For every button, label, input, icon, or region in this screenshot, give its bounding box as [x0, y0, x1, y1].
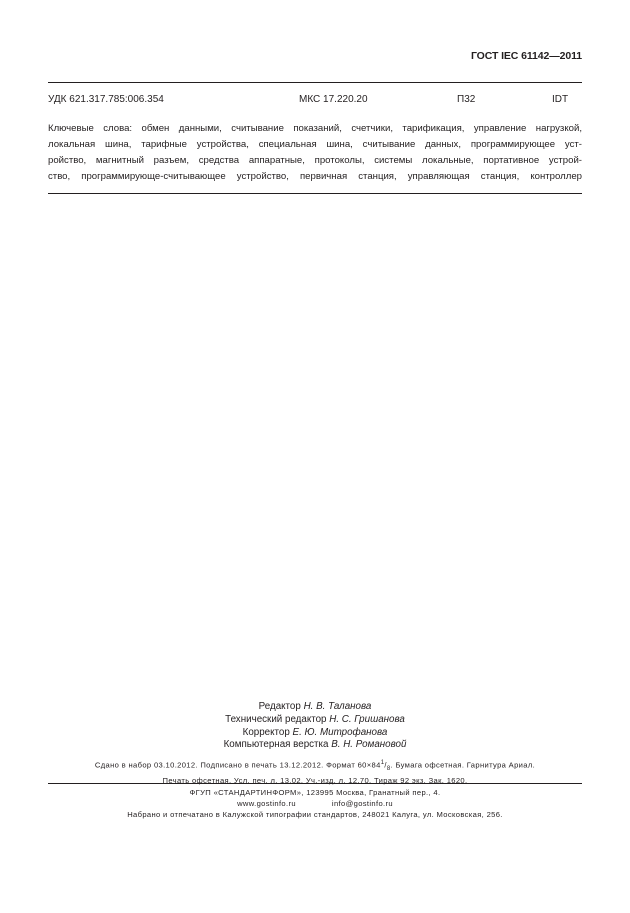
- corrector-name: Е. Ю. Митрофанова: [292, 726, 388, 738]
- udk-code: УДК 621.317.785:006.354: [48, 94, 164, 105]
- group-code: П32: [457, 94, 476, 105]
- standard-code: ГОСТ IEC 61142—2011: [470, 50, 582, 62]
- layout-row: [0, 739, 630, 752]
- publisher-contacts: [0, 799, 630, 810]
- editor-row: [0, 701, 630, 714]
- publisher-address: ФГУП «СТАНДАРТИНФОРМ», 123995 Москва, Гранатный пер., 4.: [189, 788, 441, 797]
- editor-role: Редактор: [258, 701, 301, 712]
- tech-editor-row: [0, 714, 630, 727]
- keywords-line: ство, программирующе-считывающее устройство, первичная станция, управляющая станция, контроллер: [48, 171, 582, 183]
- keywords-line: Ключевые слова: обмен данными, считывание показаний, счетчики, тарификация, управление нагрузкой,: [48, 123, 582, 134]
- corrector-row: [0, 727, 630, 740]
- print-imprint: [0, 758, 630, 786]
- top-divider: [48, 82, 582, 83]
- keywords-line: локальная шина, тарифные устройства, специальная шина, считывание данных, программирующее уст-: [48, 139, 582, 151]
- publisher-block: [0, 788, 630, 820]
- classification-row: [48, 94, 582, 108]
- layout-name: В. Н. Романовой: [331, 739, 407, 751]
- layout-role: Компьютерная верстка: [223, 739, 329, 751]
- footer-divider: [48, 783, 582, 784]
- editor-name: Н. В. Таланова: [303, 701, 372, 712]
- imprint-line-2: Печать офсетная. Усл. печ. л. 13,02. Уч.-изд. л. 12,70. Тираж 92 экз. Зак. 1620.: [162, 776, 468, 786]
- keywords-divider: [48, 193, 582, 194]
- corrector-role: Корректор: [242, 726, 290, 738]
- tech-editor-name: Н. С. Гришанова: [329, 713, 405, 725]
- mks-code: МКС 17.220.20: [299, 94, 368, 105]
- website-link[interactable]: www.gostinfo.ru: [237, 798, 296, 808]
- printer-info: Набрано и отпечатано в Калужской типографии стандартов, 248021 Калуга, ул. Московская, 256.: [127, 809, 503, 819]
- keywords-line: ройство, магнитный разъем, средства аппаратные, протоколы, системы локальные, портативное устрой-: [48, 155, 582, 167]
- email-link[interactable]: info@gostinfo.ru: [331, 798, 393, 808]
- tech-editor-role: Технический редактор: [225, 713, 327, 725]
- equivalence-code: IDT: [552, 94, 569, 105]
- imprint-line-1: Сдано в набор 03.10.2012. Подписано в печать 13.12.2012. Формат $60\times 84^1/_8$. Бумага офсетная. Гарнитура Ариал.: [94, 760, 536, 773]
- keywords-paragraph: [48, 121, 582, 185]
- editorial-staff: [0, 701, 630, 752]
